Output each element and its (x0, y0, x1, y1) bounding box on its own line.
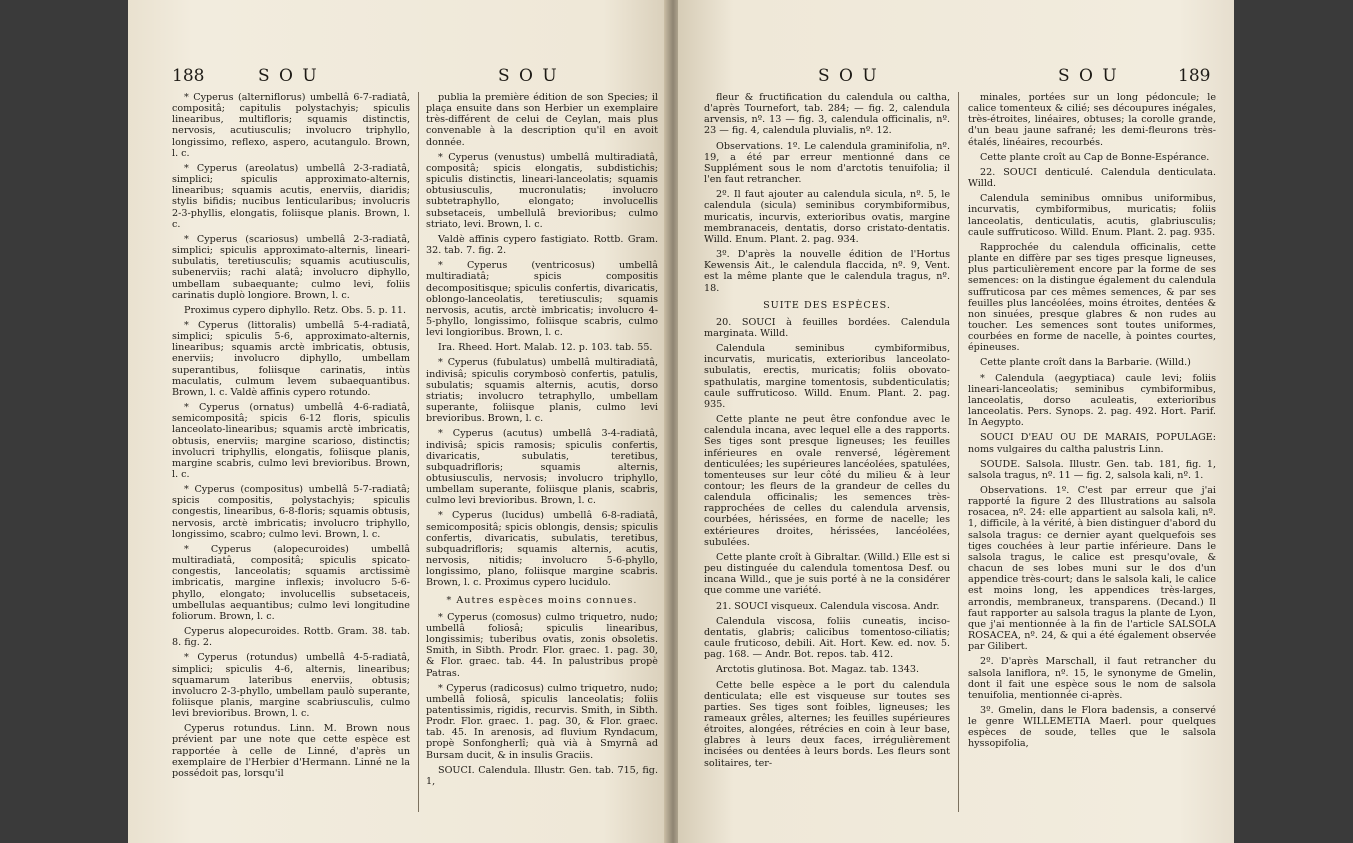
paragraph: fleur & fructification du calendula ou caltha, d'après Tournefort, tab. 284; — fig. 2, calendula arvensis, nº. 13 — fig. 3, calendula officinalis, nº. 23 — fig. 4, calendula pluvialis, nº. 12. (704, 92, 950, 137)
paragraph: 3º. Gmelin, dans le Flora badensis, a conservé le genre WILLEMETIA Maerl. pour quelques espèces de soude, telles que le salsola hyssopifolia, (968, 704, 1216, 750)
column-divider (958, 92, 959, 812)
paragraph: * Cyperus (radicosus) culmo triquetro, nudo; umbellâ foliosâ, spiculis lanceolatis; foliis patentissimis, rigidis, recurvis. Smith, in Sibth. Prodr. Flor. graec. 1. pag. 30, & Flor. graec. tab. 45. In arenosis, ad fluvium Ryndacum, propè Sonfongherlî; quà vià à Smyrnâ ad Bursam ducit, & in insulis Graciis. (426, 682, 658, 761)
running-head-right-2: S O U (1058, 66, 1119, 86)
paragraph: * Cyperus (littoralis) umbellâ 5-4-radiatâ, simplici; spiculis 5-6, approximato-alternis, linearibus; squamis arctè imbricatis, obtusis, enerviis; involucro diphyllo, umbellam superantibus, foliisque carinatis, intùs maculatis, culmum levem subaequantibus. Brown, l. c. Valdè affinis cypero rotundo. (172, 319, 410, 398)
paragraph: * Cyperus (areolatus) umbellâ 2-3-radiatâ, simplici; spiculis approximato-alternis, linearibus; squamis acutis, enerviis, diaridis; stylis bifidis; nucibus lenticularibus; involucris 2-3-phyllis, elongatis, foliisque planis. Brown, l. c. (172, 162, 410, 230)
paragraph: SOUCI. Calendula. Illustr. Gen. tab. 715, fig. 1, (426, 764, 658, 787)
paragraph: Cyperus alopecuroides. Rottb. Gram. 38. tab. 8. fig. 2. (172, 626, 410, 649)
paragraph: * Cyperus (alterniflorus) umbellâ 6-7-radiatâ, compositâ; capitulis polystachyis; spiculis linearibus, multifloris; squamis distinctis, nervosis, acutiusculis; involucro triphyllo, longissimo, reflexo, aspero, acutangulo. Brown, l. c. (172, 92, 410, 159)
paragraph: SOUCI D'EAU OU DE MARAIS, POPULAGE: noms vulgaires du caltha palustris Linn. (968, 432, 1216, 455)
paragraph: Ira. Rheed. Hort. Malab. 12. p. 103. tab. 55. (438, 342, 653, 354)
paragraph: Observations. 1º. C'est par erreur que j'ai rapporté la figure 2 des Illustrations au salsola rosacea, nº. 24: elle appartient au salsola kali, nº. 1, difficile, à la vérité, à bien distinguer d'abord du salsola tragus: ce dernier ayant quelquefois ses tiges couchées à leur partie inférieure. Dans le salsola tragus, le calice est presqu'ovale, & chacun de ses lobes muni sur le dos d'un appendice très-court; dans le salsola kali, le calice est moins long, les appendices très-larges, arrondis, membraneux, transparens. (Decand.) Il faut rapporter au salsola tragus la plante de Lyon, que j'ai mentionnée à la fin de l'article SALSOLA ROSACEA, nº. 24, & qui a été également observée par Gilibert. (968, 485, 1216, 653)
paragraph: * Calendula (aegyptiaca) caule levi; foliis lineari-lanceolatis; seminibus cymbiformibus, lanceolatis, dorso aculeatis, exterioribus lanceolatis. Pers. Synops. 2. pag. 492. Hort. Parif. In Aegypto. (968, 372, 1216, 429)
paragraph: SOUDE. Salsola. Illustr. Gen. tab. 181, fig. 1, salsola tragus, nº. 11 — fig. 2, salsola kali, nº. 1. (968, 458, 1216, 481)
paragraph: Cette belle espèce a le port du calendula denticulata; elle est visqueuse sur toutes ses parties. Ses tiges sont foibles, ligneuses; les rameaux grêles, alternes; les feuilles supérieures étroites, alongées, rétrécies en coin à leur base, glabres à leurs deux faces, irrégulièrement incisées ou dentées à leurs bords. Les fleurs sont solitaires, ter- (704, 679, 950, 769)
paragraph: 2º. Il faut ajouter au calendula sicula, nº. 5, le calendula (sicula) seminibus corymbiformibus, muricatis, incurvis, exterioribus ovatis, margine membranaceis, dentatis, dorso cristato-dentatis. Willd. Enum. Plant. 2. pag. 934. (704, 189, 950, 245)
paragraph: * Cyperus (rotundus) umbellâ 4-5-radiatâ, simplici; spiculis 4-6, alternis, linearibus; squamarum lateribus enerviis, obtusis; involucro 2-3-phyllo, umbellam paulò superante, foliisque planis, margine scabriusculis, culmo levi brevioribus. Brown, l. c. (172, 652, 410, 720)
running-head-left-1: S O U (258, 66, 319, 86)
paragraph: 2º. D'après Marschall, il faut retrancher du salsola laniflora, nº. 15, le synonyme de Gmelin, dont il fait une espèce sous le nom de salsola tenuifolia, mentionnée ci-après. (968, 656, 1216, 701)
paragraph: Valdè affinis cypero fastigiato. Rottb. Gram. 32. tab. 7. fig. 2. (426, 233, 658, 257)
paragraph: * Cyperus (comosus) culmo triquetro, nudo; umbellâ foliosâ; spiculis linearibus, longissimis; tuberibus ovatis, zonis obsoletis. Smith, in Sibth. Prodr. Flor. graec. 1. pag. 30, & Flor. graec. tab. 44. In palustribus propè Patras. (426, 611, 658, 679)
paragraph: Calendula viscosa, foliis cuneatis, inciso-dentatis, glabris; calicibus tomentoso-ciliatis; caule fruticoso, debili. Ait. Hort. Kew. ed. nov. 5. pag. 168. — Andr. Bot. repos. tab. 412. (704, 615, 950, 661)
paragraph: Observations. 1º. Le calendula graminifolia, nº. 19, a été par erreur mentionné dans ce Supplément sous le nom d'arctotis tenuifolia; il l'en faut retrancher. (704, 140, 950, 186)
paragraph: 22. SOUCI denticulé. Calendula denticulata. Willd. (968, 166, 1216, 190)
paragraph: Cette plante croît à Gibraltar. (Willd.) Elle est si peu distinguée du calendula tomentosa Desf. ou incana Willd., que je suis porté à ne la considérer que comme une variété. (704, 551, 950, 597)
paragraph: minales, portées sur un long pédoncule; le calice tomenteux & cilié; ses découpures inégales, très-étroites, linéaires, obtuses; la corolle grande, d'un beau jaune safrané; les demi-fleurons très-étalés, linéaires, recourbés. (968, 92, 1216, 148)
paragraph: 3º. D'après la nouvelle édition de l'Hortus Kewensis Ait., le calendula flaccida, nº. 9, Vent. est la même plante que le calendula tragus, nº. 18. (704, 249, 950, 294)
left-page (128, 0, 668, 843)
paragraph: publia la première édition de son Species; il plaça ensuite dans son Herbier un exemplaire très-différent de celui de Ceylan, mais plus convenable à la description qu'il en avoit donnée. (426, 92, 658, 148)
paragraph: * Cyperus (ventricosus) umbellâ multiradiatâ; spicis compositis decompositisque; spiculis confertis, divaricatis, oblongo-lanceolatis, teretiusculis; squamis nervosis, acutis, arctè imbricatis; involucro 4-5-phyllo, longissimo, foliisque scabris, culmo levi longioribus. Brown, l. c. (426, 260, 658, 339)
column-divider (418, 92, 419, 812)
paragraph: * Cyperus (acutus) umbellâ 3-4-radiatâ, indivisâ; spicis ramosis; spiculis confertis, divaricatis, subulatis, teretibus, subquadrifloris; squamis alternis, obtusiusculis, nervosis; involucro triphyllo, umbellam superante, foliisque planis, scabris, culmo levi brevioribus. Brown, l. c. (426, 428, 658, 507)
paragraph: Cette plante croît dans la Barbarie. (Willd.) (980, 357, 1191, 369)
paragraph: Calendula seminibus cymbiformibus, incurvatis, muricatis, exterioribus lanceolato-subulatis, erectis, muricatis; foliis obovato-spathulatis, margine tomentosis, subdenticulatis; caule suffruticoso. Willd. Enum. Plant. 2. pag. 935. (704, 343, 950, 410)
paragraph: Calendula seminibus omnibus uniformibus, incurvatis, cymbiformibus, muricatis; foliis lanceolatis, denticulatis, acutis, glabriusculis; caule suffruticoso. Willd. Enum. Plant. 2. pag. 935. (968, 193, 1216, 238)
paragraph: Cyperus rotundus. Linn. M. Brown nous prévient par une note que cette espèce est rapportée à celle de Linné, d'après un exemplaire de l'Herbier d'Hermann. Linné ne la possédoit pas, lorsqu'il (172, 723, 410, 779)
paragraph: 20. SOUCI à feuilles bordées. Calendula marginata. Willd. (704, 316, 950, 339)
running-head-right-1: S O U (818, 66, 879, 86)
paragraph: * Cyperus (compositus) umbellâ 5-7-radiatâ; spicis compositis, polystachyis; spiculis congestis, linearibus, 6-8-floris; squamis obtusis, nervosis, arctè imbricatis; involucro triphyllo, longissimo, scabro; culmo levi. Brown, l. c. (172, 484, 410, 540)
left-column-2 (426, 92, 658, 822)
paragraph: * Cyperus (venustus) umbellâ multiradiatâ, compositâ; spicis elongatis, subdistichis; spiculis distinctis, lineari-lanceolatis; squamis obtusiusculis, mucronulatis; involucro subtetraphyllo, elongato; involucellis subsetaceis, umbellulâ brevioribus; culmo striato, levi. Brown, l. c. (426, 151, 658, 230)
paragraph: SUITE DES ESPÈCES. (763, 299, 891, 311)
paragraph: Proximus cypero diphyllo. Retz. Obs. 5. p. 11. (184, 304, 407, 316)
left-column-1 (172, 92, 410, 822)
page-number-left: 188 (172, 66, 205, 86)
paragraph: Cette plante croît au Cap de Bonne-Espérance. (980, 151, 1210, 163)
right-column-2 (968, 92, 1216, 822)
page-number-right: 189 (1178, 66, 1211, 86)
right-column-1 (704, 92, 950, 822)
paragraph: * Cyperus (scariosus) umbellâ 2-3-radiatâ, simplici; spiculis approximato-alternis, lineari-subulatis, teretiusculis; squamis acutiusculis, subenerviis; rachi alatâ; involucro diphyllo, umbellam subaequante; culmo levi, foliis carinatis duplò longiore. Brown, l. c. (172, 233, 410, 301)
paragraph: * Cyperus (ornatus) umbellâ 4-6-radiatâ, semicompositâ; spicis 6-12 floris, spiculis lanceolato-linearibus; squamis arctè imbricatis, obtusis, enerviis; margine scarioso, distinctis; involucri triphyllis, elongatis, foliisque planis, margine scabris, culmo levi brevioribus. Brown, l. c. (172, 402, 410, 480)
paragraph: Arctotis glutinosa. Bot. Magaz. tab. 1343. (716, 664, 920, 676)
paragraph: * Cyperus (lucidus) umbellâ 6-8-radiatâ, semicompositâ; spicis oblongis, densis; spiculis confertis, divaricatis, subulatis, teretibus, subquadrifloris; squamis alternis, acutis, nervosis, nitidis; involucro 5-6-phyllo, longissimo, plano, foliisque margine scabris. Brown, l. c. Proximus cypero lucidulo. (426, 510, 658, 589)
paragraph: * Cyperus (alopecuroides) umbellâ multiradiatâ, compositâ; spiculis spicato-congestis, lanceolatis; squamis arctissimè imbricatis, margine inflexis; involucro 5-6-phyllo, elongato; involucellis subsetaceis, umbellulas aequantibus; culmo levi longitudine foliorum. Brown, l. c. (172, 543, 410, 622)
running-head-left-2: S O U (498, 66, 559, 86)
right-page (678, 0, 1234, 843)
paragraph: Cette plante ne peut être confondue avec le calendula incana, avec lequel elle a des rapports. Ses tiges sont presque ligneuses; les feuilles inférieures en ovale renversé, légèrement denticulées; les supérieures lancéolées, spatulées, tomenteuses sur leur côté du milieu & à leur contour; les fleurs de la grandeur de celles du calendula officinalis; les semences très-rapprochées de celles du calendula arvensis, courbées, hérissées, en forme de nacelle; les extérieures droites, hérissées, lancéolées, subulées. (704, 414, 950, 548)
paragraph: Rapprochée du calendula officinalis, cette plante en diffère par ses tiges presque ligneuses, plus particulièrement encore par la forme de ses semences: on la distingue également du calendula suffruticosa par ces mêmes semences, & par ses feuilles plus lancéolées, moins étroites, dentées & non sinuées, presque glabres & non rudes au toucher. Les semences sont toutes uniformes, courbées en forme de nacelle, à pointes courtes, épineuses. (968, 241, 1216, 354)
paragraph: 21. SOUCI visqueux. Calendula viscosa. Andr. (716, 600, 940, 612)
paragraph: * Cyperus (fubulatus) umbellâ multiradiatâ, indivisâ; spiculis corymbosò confertis, patulis, subulatis; squamis alternis, acutis, dorso striatis; involucro tetraphyllo, umbellam superante, foliisque planis, culmo levi brevioribus. Brown, l. c. (426, 357, 658, 425)
paragraph: * Autres espèces moins connues. (446, 594, 638, 606)
